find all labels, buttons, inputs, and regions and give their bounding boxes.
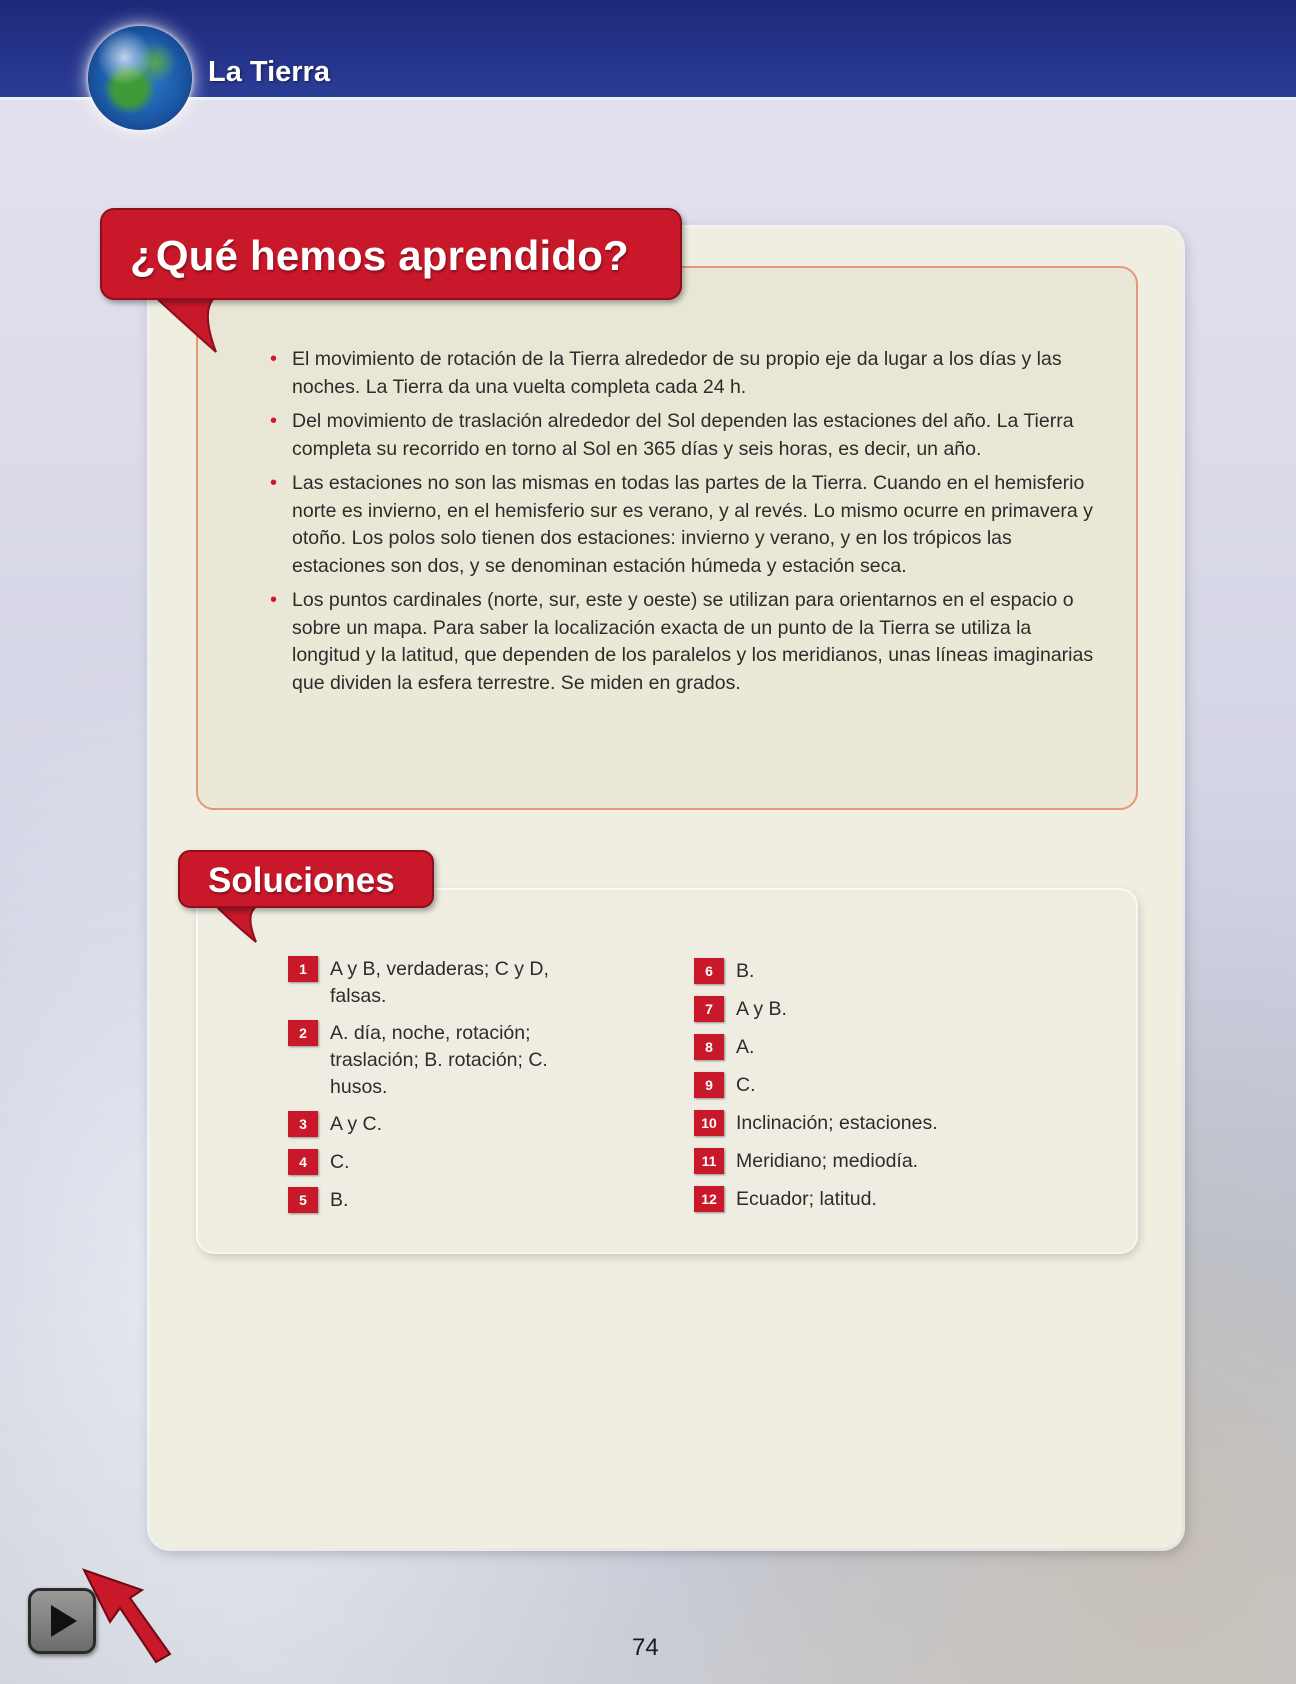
summary-item: • El movimiento de rotación de la Tierra alrededor de su propio eje da lugar a los días y las noches. La Tierra da una vuelta completa cada 24 h. — [292, 346, 1102, 401]
summary-heading-bubble — [100, 208, 682, 300]
play-icon — [31, 1591, 93, 1651]
solution-text: A y B, verdaderas; C y D, falsas. — [330, 958, 549, 1007]
summary-item: • Las estaciones no son las mismas en todas las partes de la Tierra. Cuando en el hemisferio norte es invierno, en el hemisferio sur es verano, y al revés. Lo mismo ocurre en primavera y otoño. Los polos solo tienen dos estaciones: invierno y verano, y en los trópicos las estaciones son dos, y se denominan estación húmeda y estación seca. — [292, 470, 1102, 580]
summary-item: • Los puntos cardinales (norte, sur, este y oeste) se utilizan para orientarnos en el espacio o sobre un mapa. Para saber la localización exacta de un punto de la Tierra se utiliza la longitud y la latitud, que dependen de los paralelos y los meridianos, unas líneas imaginarias que dividen la esfera terrestre. Se miden en grados. — [292, 587, 1102, 697]
summary-heading: ¿Qué hemos aprendido? — [130, 232, 629, 279]
solution-number: 10 — [694, 1110, 724, 1136]
summary-list — [292, 346, 1102, 704]
solution-number: 6 — [694, 958, 724, 984]
solution-number: 12 — [694, 1186, 724, 1212]
solution-text: C. — [330, 1151, 350, 1173]
solution-item — [299, 1111, 610, 1138]
solutions-heading: Soluciones — [208, 861, 395, 900]
solution-item — [701, 1110, 1076, 1137]
solution-number: 3 — [288, 1111, 318, 1137]
solution-number: 1 — [288, 956, 318, 982]
speech-bubble-tail — [214, 902, 264, 944]
solution-number: 2 — [288, 1020, 318, 1046]
solution-text: B. — [330, 1189, 349, 1211]
solution-text: Meridiano; mediodía. — [736, 1150, 919, 1172]
solutions-right-column — [701, 958, 1076, 1213]
chapter-title: La Tierra — [208, 56, 330, 88]
solution-text: Ecuador; latitud. — [736, 1188, 877, 1210]
page-number: 74 — [632, 1634, 659, 1661]
solution-item — [701, 1186, 1076, 1213]
solution-number: 8 — [694, 1034, 724, 1060]
solution-text: Inclinación; estaciones. — [736, 1112, 938, 1134]
solution-item — [299, 1187, 610, 1214]
solution-item — [299, 956, 610, 1010]
header-bar — [0, 0, 1296, 100]
solution-item — [299, 1020, 610, 1101]
solution-text: A. día, noche, rotación; traslación; B. rotación; C. husos. — [330, 1022, 548, 1098]
solution-number: 9 — [694, 1072, 724, 1098]
solution-text: A y B. — [736, 998, 787, 1020]
solutions-left-column — [299, 956, 610, 1214]
globe-icon — [88, 26, 192, 130]
solution-text: B. — [736, 960, 755, 982]
solution-item — [705, 958, 1076, 985]
solution-item — [299, 1149, 610, 1176]
summary-item: • Del movimiento de traslación alrededor del Sol dependen las estaciones del año. La Tierra completa su recorrido en torno al Sol en 365 días y seis horas, es decir, un año. — [292, 408, 1102, 463]
solution-number: 7 — [694, 996, 724, 1022]
solution-item — [701, 1148, 1076, 1175]
solution-number: 11 — [694, 1148, 724, 1174]
solution-item — [705, 1072, 1076, 1099]
solution-item — [705, 996, 1076, 1023]
solution-number: 4 — [288, 1149, 318, 1175]
solution-item — [705, 1034, 1076, 1061]
play-button[interactable] — [28, 1588, 96, 1654]
solution-text: A. — [736, 1036, 755, 1058]
solutions-heading-bubble — [178, 850, 434, 908]
solution-text: A y C. — [330, 1113, 383, 1135]
solution-text: C. — [736, 1074, 756, 1096]
solution-number: 5 — [288, 1187, 318, 1213]
